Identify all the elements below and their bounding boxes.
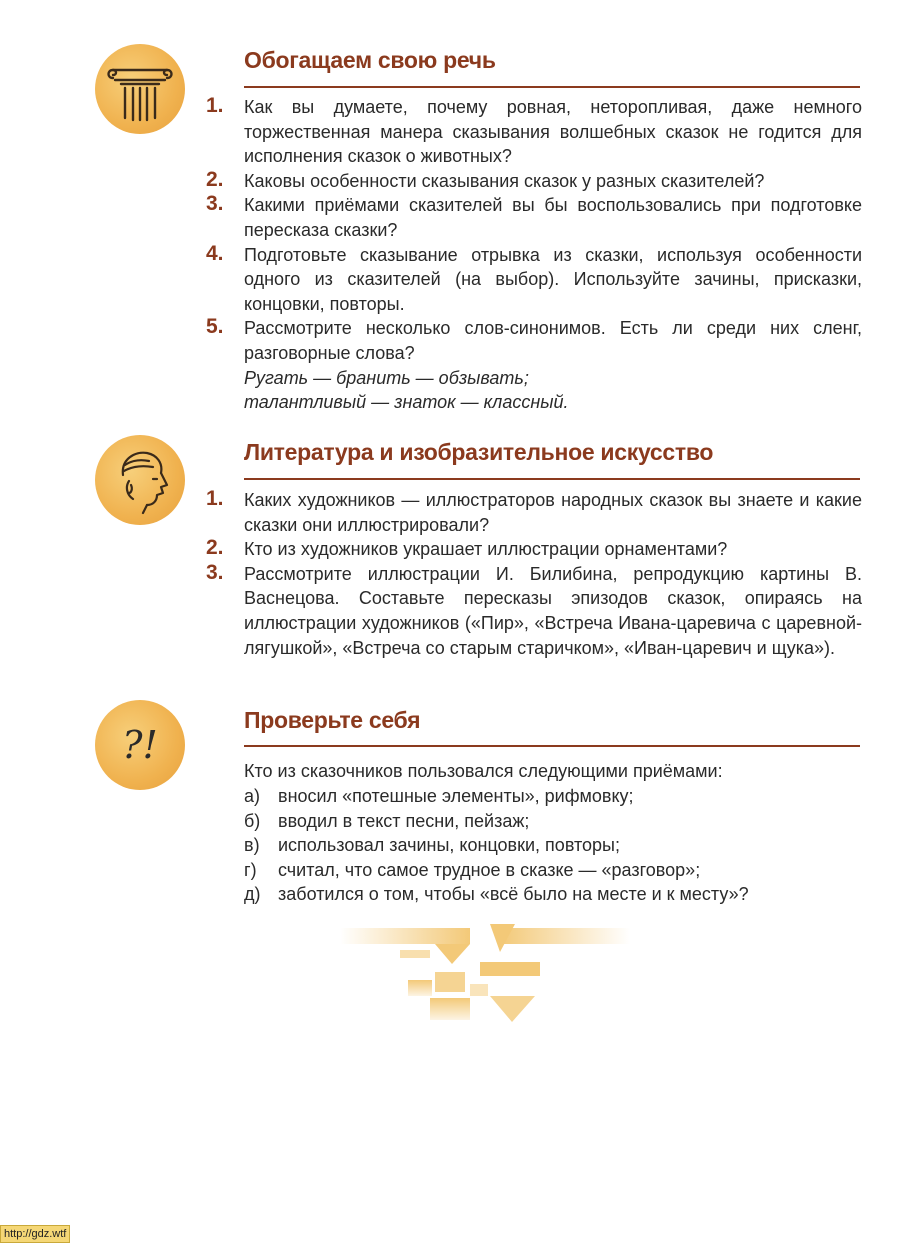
question-number: 5. xyxy=(206,315,224,339)
answer-letter: а) xyxy=(244,786,261,806)
question-item xyxy=(200,243,862,317)
answer-text: вносил «потешные элементы», рифмовку; xyxy=(278,786,634,806)
question-text: Каких художников — иллюстраторов народных сказок вы знаете и какие сказки они иллюстрировали? xyxy=(244,490,862,535)
answer-text: заботился о том, чтобы «всё было на месте и к месту»? xyxy=(278,884,749,905)
column-capital-icon xyxy=(95,44,185,134)
section-title-art: Литература и изобразительное искусство xyxy=(244,439,714,465)
question-number: 1. xyxy=(206,487,224,510)
question-item xyxy=(200,562,862,660)
question-text: Каковы особенности сказывания сказок у разных сказителей? xyxy=(244,170,765,191)
question-text: Рассмотрите несколько слов-синонимов. Есть ли среди них сленг, разговорные слова? xyxy=(244,318,862,363)
greek-profile-icon xyxy=(95,435,185,525)
check-intro: Кто из сказочников пользовался следующими приёмами: xyxy=(244,761,723,781)
question-text: Кто из художников украшает иллюстрации орнаментами? xyxy=(244,539,728,560)
question-exclamation-icon xyxy=(95,700,185,790)
section-title-check: Проверьте себя xyxy=(244,707,421,733)
question-number: 2. xyxy=(206,536,224,560)
decorative-ornament xyxy=(340,922,630,1032)
question-text: Какими приёмами сказителей вы бы воспользовались при подготовке пересказа сказки? xyxy=(244,195,862,240)
question-item xyxy=(200,537,862,562)
question-item xyxy=(200,193,862,242)
section-divider xyxy=(244,745,860,747)
question-item xyxy=(200,95,862,169)
answer-item xyxy=(244,809,860,834)
question-list-art xyxy=(200,488,862,660)
watermark-link[interactable]: http://gdz.wtf xyxy=(0,1225,70,1243)
question-item xyxy=(200,488,862,537)
section-title-speech: Обогащаем свою речь xyxy=(244,47,496,73)
answer-item xyxy=(244,858,860,883)
question-list-speech xyxy=(200,95,862,415)
answer-letter: в) xyxy=(244,835,260,856)
answer-list xyxy=(244,784,860,907)
answer-letter: б) xyxy=(244,810,261,831)
question-number: 3. xyxy=(206,560,224,584)
section-divider xyxy=(244,478,860,480)
question-item xyxy=(200,316,862,365)
answer-letter: д) xyxy=(244,884,261,905)
question-item xyxy=(200,169,862,194)
section-emblem-art xyxy=(95,435,185,525)
question-text: Подготовьте сказывание отрывка из сказки, используя особенности одного из сказителей (на выбор). Используйте зачины, присказки, концовки, повторы. xyxy=(244,244,862,314)
section-emblem-speech xyxy=(95,44,185,134)
answer-text: вводил в текст песни, пейзаж; xyxy=(278,810,530,831)
answer-text: считал, что самое трудное в сказке — «разговор»; xyxy=(278,859,701,880)
question-number: 1. xyxy=(206,94,224,117)
section-emblem-check xyxy=(95,700,185,790)
example-line: талантливый — знаток — классный. xyxy=(244,392,569,413)
answer-text: использовал зачины, концовки, повторы; xyxy=(278,835,620,856)
question-number: 3. xyxy=(206,192,224,216)
section-divider xyxy=(244,86,860,88)
question-text: Как вы думаете, почему ровная, неторопливая, даже немного торжественная манера сказывания волшебных сказок не годится для исполнения сказок о животных? xyxy=(244,97,862,167)
question-number: 2. xyxy=(206,167,224,191)
answer-item xyxy=(244,833,860,858)
answer-letter: г) xyxy=(244,859,257,880)
question-text: Рассмотрите иллюстрации И. Билибина, репродукцию картины В. Васнецова. Составьте пересказы эпизодов сказок, опираясь на иллюстрации художников («Пир», «Встреча Ивана-царевича с царевной-лягушкой», «Встреча со старым старичком», «Иван-царевич и щука»). xyxy=(244,563,862,658)
example-line: Ругать — бранить — обзывать; xyxy=(244,367,529,388)
answer-item xyxy=(244,882,860,907)
icon-glyph: ?! xyxy=(122,723,158,767)
answer-item xyxy=(244,784,860,809)
question-number: 4. xyxy=(206,241,224,265)
